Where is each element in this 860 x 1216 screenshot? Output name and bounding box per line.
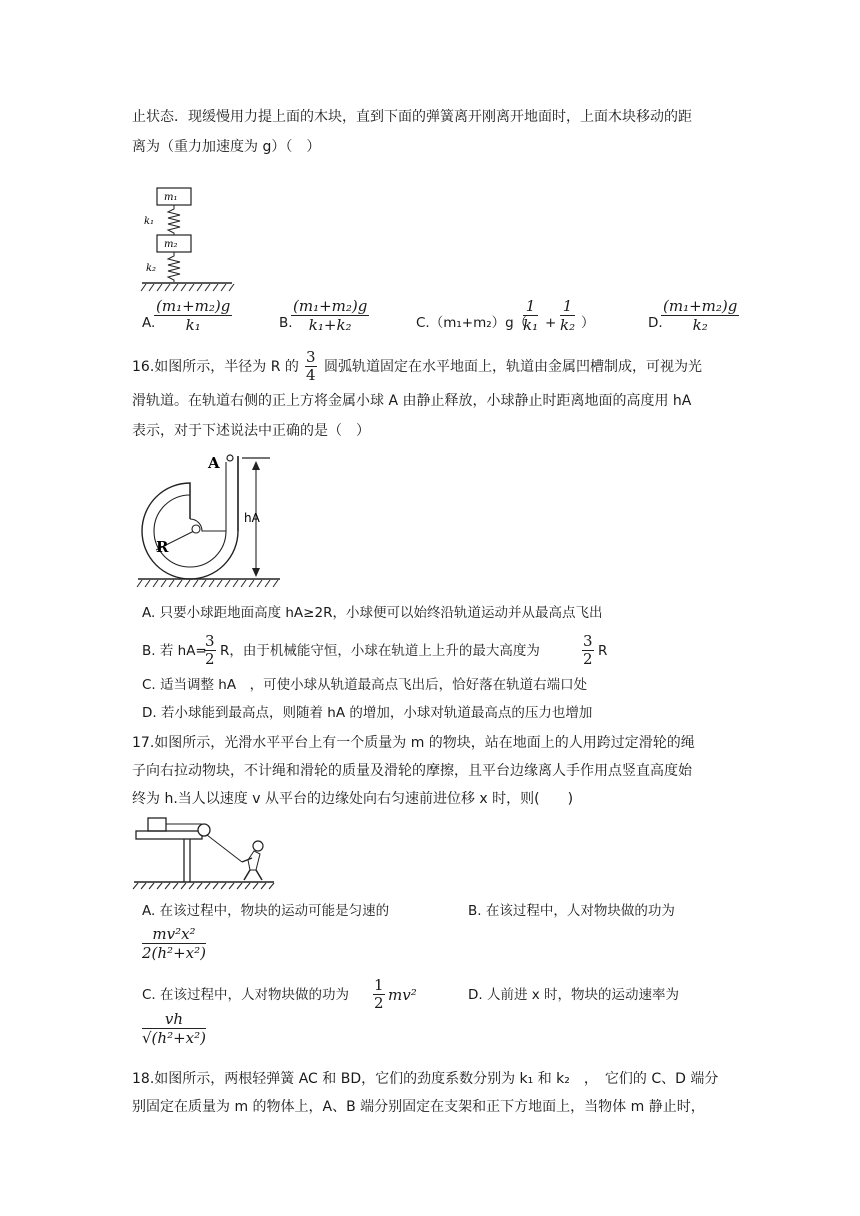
q15-label-k1: k₁ <box>144 216 155 227</box>
q16-label-R: R <box>156 538 169 556</box>
q17-option-d: D. 人前进 x 时，物块的运动速率为 <box>468 987 680 1003</box>
q16-text-line3: 表示，对于下述说法中正确的是（ ） <box>132 423 370 439</box>
q15-option-b-fraction <box>291 297 369 334</box>
q17-option-b: B. 在该过程中，人对物块做的功为 <box>468 903 675 919</box>
q15-option-b-den: k₁+k₂ <box>308 316 352 334</box>
q16-three-quarters: $\frac{3}{4}$ <box>306 348 316 384</box>
q17-option-b-den: 2(h²+x²) <box>142 944 206 962</box>
q18-text-line2: 别固定在质量为 m 的物体上，A、B 端分别固定在支架和正下方地面上，当物体 m 静止时， <box>132 1099 705 1115</box>
q16-option-b-post: R <box>598 643 608 659</box>
q15-option-a-den: k₁ <box>185 316 201 334</box>
q17-option-c: C. 在该过程中，人对物块做的功为 <box>142 987 350 1003</box>
q15-label-k2: k₂ <box>146 263 157 274</box>
q16-option-b-frac2: $\frac{3}{2}$ <box>583 632 593 668</box>
q17-text-line3: 终为 h.当人以速度 v 从平台的边缘处向右匀速前进位移 x 时，则( ) <box>132 791 574 807</box>
q17-option-c-mv2: mv² <box>388 986 417 1004</box>
q15-spring-figure <box>140 183 240 295</box>
q15-label-m1: m₁ <box>164 192 178 203</box>
q15-label-m2: m₂ <box>164 239 178 250</box>
q16-option-b-mid: R，由于机械能守恒，小球在轨道上上升的最大高度为 <box>220 643 540 659</box>
q16-track-figure <box>134 450 284 592</box>
q16-option-b-frac1: $\frac{3}{2}$ <box>205 632 215 668</box>
q17-text-line1: 17.如图所示，光滑水平平台上有一个质量为 m 的物块，站在地面上的人用跨过定滑轮的绳 <box>132 735 695 751</box>
q17-option-b-fraction <box>142 925 206 962</box>
q16-option-a: A. 只要小球距地面高度 hA≥2R，小球便可以始终沿轨道运动并从最高点飞出 <box>142 605 603 621</box>
q16-label-hA: hA <box>244 511 260 525</box>
q16-option-c: C. 适当调整 hA ，可使小球从轨道最高点飞出后，恰好落在轨道右端口处 <box>142 677 588 693</box>
q15-option-d-den: k₂ <box>692 316 708 334</box>
q15-option-c-close: ） <box>581 315 595 331</box>
q16-text-line1-pre: 16.如图所示，半径为 R 的 <box>132 359 299 375</box>
q15-option-d-num: (m₁+m₂)g <box>663 297 738 315</box>
q15-option-a-label: A. <box>142 315 156 331</box>
q17-option-a: A. 在该过程中，物块的运动可能是匀速的 <box>142 903 390 919</box>
q16-text-line2: 滑轨道。在轨道右侧的正上方将金属小球 A 由静止释放，小球静止时距离地面的高度用 hA <box>132 393 692 409</box>
q17-text-line2: 子向右拉动物块，不计绳和滑轮的质量及滑轮的摩擦，且平台边缘离人手作用点竖直高度始 <box>132 763 692 779</box>
q15-option-c-frac1: $\frac{1}{\text{k₁}}$ <box>523 297 539 334</box>
q16-option-d: D. 若小球能到最高点，则随着 hA 的增加，小球对轨道最高点的压力也增加 <box>142 705 593 721</box>
q15-option-a-num: (m₁+m₂)g <box>156 297 231 315</box>
q15-option-b-label: B. <box>279 315 293 331</box>
q16-label-A: A <box>208 454 220 472</box>
q17-option-d-fraction <box>142 1010 206 1047</box>
q15-text-line2: 离为（重力加速度为 g）（ ） <box>132 139 321 155</box>
q16-text-line1-post: 圆弧轨道固定在水平地面上，轨道由金属凹槽制成，可视为光 <box>324 359 702 375</box>
q15-text-line1: 止状态．现缓慢用力提上面的木块，直到下面的弹簧离开刚离开地面时，上面木块移动的距 <box>132 109 692 125</box>
q15-option-c-label: C.（m₁+m₂）g（ <box>416 315 528 331</box>
q17-option-b-num: mv²x² <box>142 925 206 944</box>
q15-option-c-plus: + <box>545 315 557 331</box>
q15-option-a-fraction <box>154 297 232 334</box>
q15-option-c-frac2: $\frac{1}{\text{k₂}}$ <box>560 297 576 334</box>
q17-option-c-half: $\frac{1}{2}$ <box>374 976 384 1012</box>
q15-option-d-fraction <box>661 297 739 334</box>
q17-pulley-figure <box>132 814 277 890</box>
q17-option-d-den: √(h²+x²) <box>142 1029 206 1047</box>
q17-option-d-num: vh <box>142 1010 206 1029</box>
q16-option-b-pre: B. 若 hA= <box>142 643 207 659</box>
q18-text-line1: 18.如图所示，两根轻弹簧 AC 和 BD，它们的劲度系数分别为 k₁ 和 k₂ ， 它们的 C、D 端分 <box>132 1071 719 1087</box>
q15-option-b-num: (m₁+m₂)g <box>293 297 368 315</box>
q15-option-d-label: D. <box>648 315 663 331</box>
